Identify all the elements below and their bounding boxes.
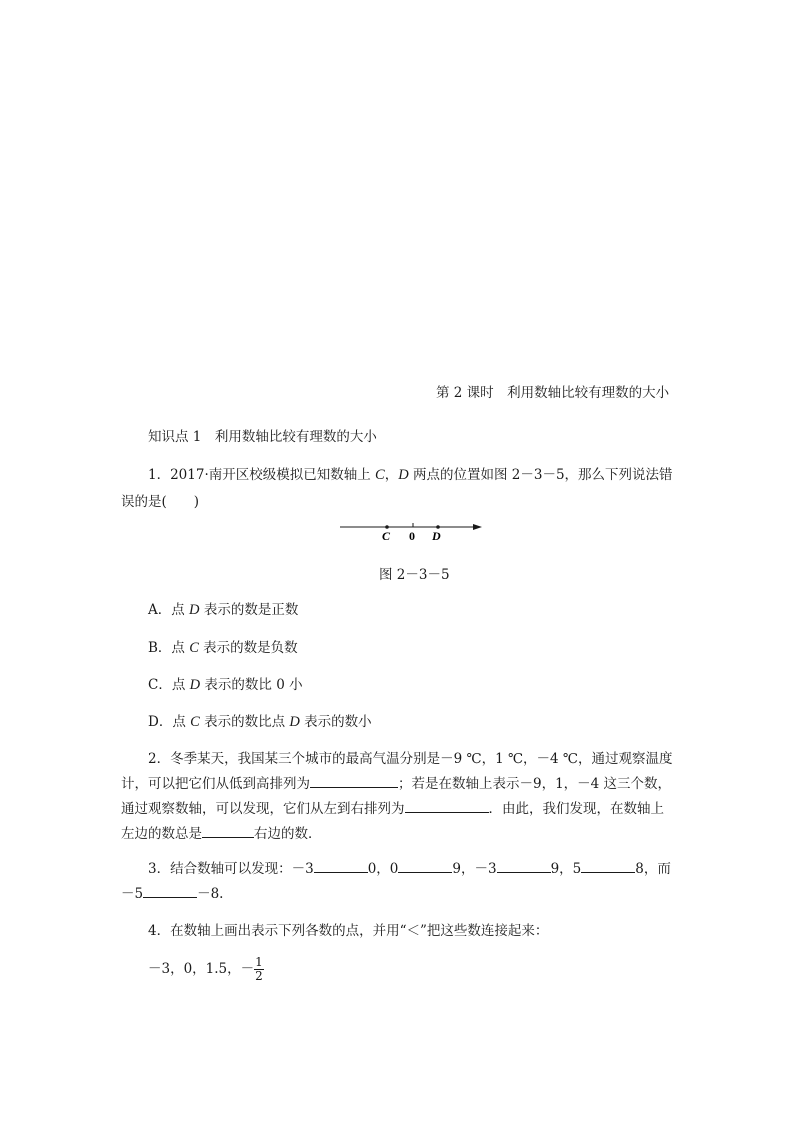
- option-b: [148, 636, 298, 657]
- option-c-var: D: [189, 677, 201, 693]
- q3-text-a: 3．结合数轴可以发现：－3: [148, 861, 314, 877]
- q3-text-b: 0，0: [367, 861, 399, 877]
- q2-line3-a: 通过观察数轴，可以发现，它们从左到右排列为: [121, 801, 405, 817]
- q1-line1: [148, 463, 673, 484]
- number-line-arrow: [473, 524, 482, 530]
- option-a-var: D: [189, 602, 200, 618]
- q3-text-e: 8，而: [635, 861, 671, 877]
- q4-numbers: [148, 956, 264, 983]
- option-d: [148, 710, 372, 731]
- q3-line1: [148, 857, 671, 877]
- q2-line4-a: 左边的数总是: [121, 826, 202, 842]
- option-d-post: 表示的数比点: [199, 714, 290, 730]
- q3-text-g: －8.: [197, 886, 224, 902]
- q2-line2-a: 计，可以把它们从低到高排列为: [121, 776, 310, 792]
- q2-line2: [121, 772, 671, 792]
- q2-line4: [121, 822, 322, 842]
- q1-var-c: C: [375, 467, 385, 483]
- option-c-post: 表示的数比 0 小: [200, 677, 303, 693]
- q1-var-d: D: [398, 467, 409, 483]
- option-d-pre: D．点: [148, 714, 191, 730]
- q3-text-c: 9，－3: [452, 861, 497, 877]
- q3-line2: [121, 882, 223, 902]
- q1-text-a: 1．2017·南开区校级模拟已知数轴上: [148, 467, 376, 483]
- q2-line2-b: ；若是在数轴上表示－9，1，－4 这三个数，: [398, 776, 672, 792]
- option-a: [148, 598, 298, 619]
- option-b-var: C: [189, 640, 199, 656]
- q2-line3-b: ．由此，我们发现，在数轴上: [488, 801, 664, 817]
- label-zero: 0: [409, 529, 415, 543]
- q2-line3: [121, 797, 664, 817]
- q4-fraction: [254, 956, 264, 983]
- q3-text-f: －5: [121, 886, 144, 902]
- label-d: D: [432, 529, 441, 543]
- fraction-numerator: 1: [255, 955, 263, 969]
- q3-blank-3[interactable]: [497, 859, 551, 873]
- q1-text-b: 两点的位置如图 2－3－5，那么下列说法错: [408, 467, 673, 483]
- option-d-var: C: [190, 714, 200, 730]
- lesson-title: 第 2 课时 利用数轴比较有理数的大小: [436, 385, 670, 401]
- option-b-pre: B．点: [148, 640, 190, 656]
- q3-blank-5[interactable]: [143, 884, 197, 898]
- option-b-post: 表示的数是负数: [198, 640, 298, 656]
- q3-blank-1[interactable]: [314, 859, 368, 873]
- q4-line1: 4．在数轴上画出表示下列各数的点，并用“＜”把这些数连接起来：: [148, 923, 549, 939]
- option-c: [148, 673, 303, 694]
- q4-numbers-text: －3，0，1.5，－: [148, 961, 255, 977]
- q2-blank-3[interactable]: [202, 824, 254, 838]
- option-a-post: 表示的数是正数: [199, 602, 299, 618]
- q2-blank-1[interactable]: [310, 774, 398, 788]
- q3-text-d: 9，5: [550, 861, 582, 877]
- q3-blank-4[interactable]: [581, 859, 635, 873]
- q2-line4-b: 右边的数．: [254, 826, 322, 842]
- number-line-figure: [336, 520, 486, 548]
- option-c-pre: C．点: [148, 677, 190, 693]
- option-d-post2: 表示的数小: [299, 714, 372, 730]
- option-d-var2: D: [289, 714, 300, 730]
- q1-comma: ，: [384, 467, 399, 483]
- q2-line1: 2．冬季某天，我国某三个城市的最高气温分别是－9 ℃，1 ℃，－4 ℃，通过观察温度: [148, 751, 673, 767]
- knowledge-point-heading: 知识点 1 利用数轴比较有理数的大小: [148, 429, 377, 445]
- q1-line2: 误的是( ): [121, 494, 200, 510]
- q3-blank-2[interactable]: [398, 859, 452, 873]
- q2-blank-2[interactable]: [405, 799, 489, 813]
- label-c: C: [382, 529, 391, 543]
- fraction-denominator: 2: [255, 969, 263, 983]
- figure-caption: 图 2－3－5: [379, 567, 450, 583]
- option-a-pre: A．点: [148, 602, 190, 618]
